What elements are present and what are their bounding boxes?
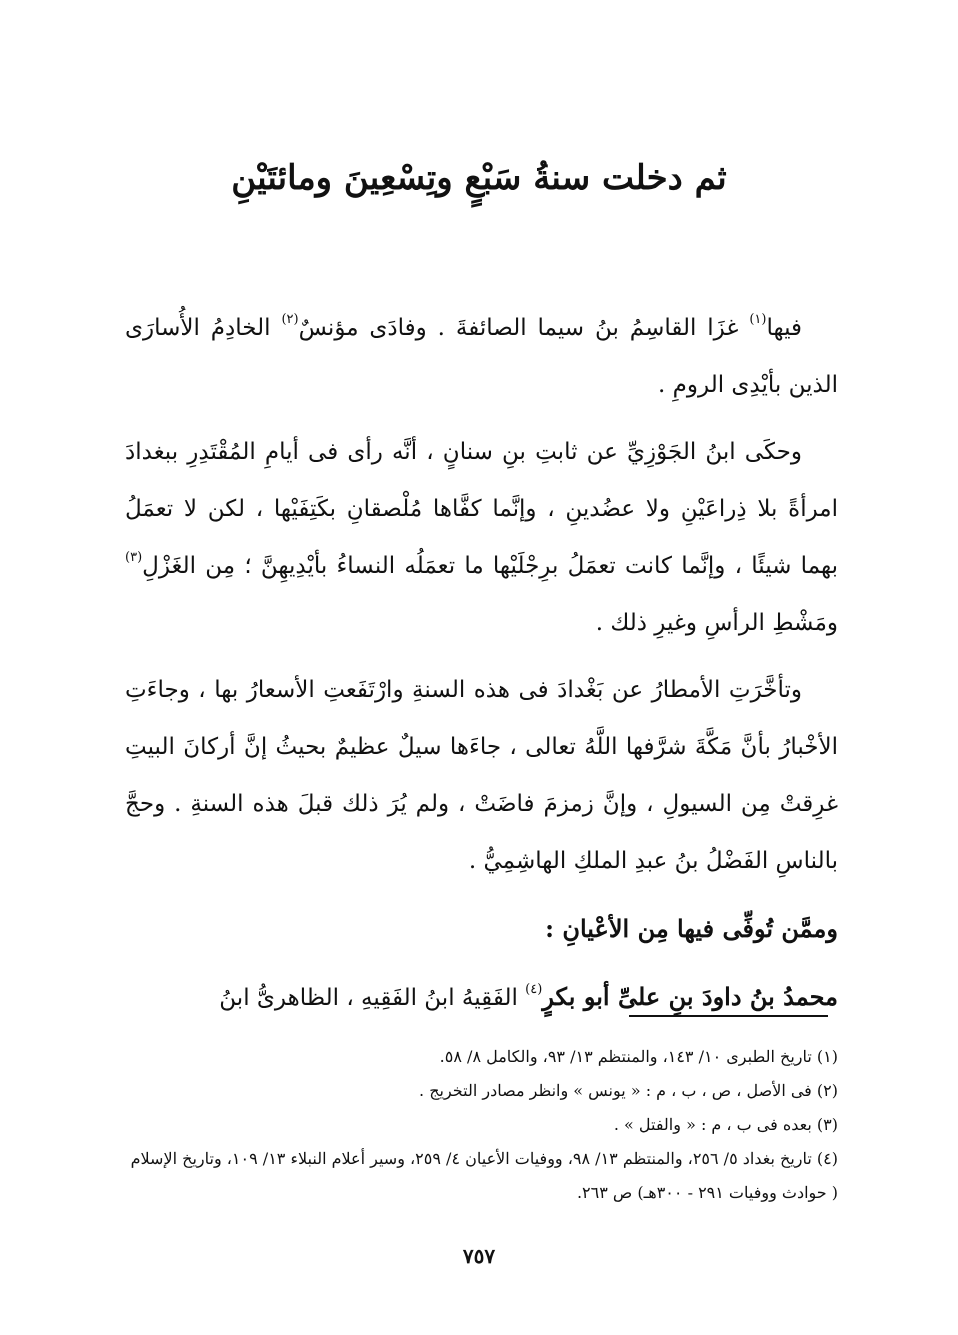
footnote-ref-3: (٣) bbox=[125, 550, 143, 565]
page-title: ثم دخلت سنةُ سَبْعٍ وتِسْعِينَ ومائتَيْنِ bbox=[231, 158, 727, 198]
section-heading: وممَّن تُوفِّى فيها مِن الأعْيانِ : bbox=[545, 914, 838, 943]
footnote-4: (٤) تاريخ بغداد ٥/ ٢٥٦، والمنتظم ١٣/ ٩٨، ووفيات الأعيان ٤/ ٢٥٩، وسير أعلام النبلاء ١٣/ ١٠٩، وتاريخ الإسلام ( حوادث ووفيات ٢٩١ - ٣٠٠هـ) ص ٢٦٣. bbox=[130, 1149, 838, 1202]
paragraph-1-text-c: الخادِمُ الأُسارَى الذين بأيْدِى الرومِ . bbox=[125, 315, 838, 398]
footnote-ref-2: (٢) bbox=[281, 312, 299, 327]
paragraph-1-text-a: فيها bbox=[766, 315, 802, 341]
paragraph-1 bbox=[125, 300, 838, 414]
paragraph-2-text-a: وحكَى ابنُ الجَوْزِيِّ عن ثابتِ بنِ سنانٍ ، أنَّه رأى فى أيامِ المُقْتَدِرِ ببغدادَ امرأةً بلا ذِراعَيْنِ ولا عضُدينِ ، وإنَّما كفَّاها مُلْصقانِ بكَتِفَيْها ، لكن لا تعمَلُ بهما شيئًا ، وإنَّما كانت تعمَلُ برِجْلَيْها ما تعمَلُه النساءُ بأيْدِيهِنَّ ؛ مِن الغَزْلِ bbox=[125, 439, 838, 579]
main-text bbox=[125, 300, 838, 1037]
footnote-separator bbox=[629, 1015, 828, 1017]
paragraph-2 bbox=[125, 424, 838, 652]
person-entry bbox=[125, 968, 838, 1027]
paragraph-1-text-b: غزَا القاسِمُ بنُ سيما الصائفةَ . وفادَى مؤنسٌ bbox=[298, 315, 750, 341]
person-entry-rest: الفَقِيهُ ابنُ الفَقِيهِ ، الظاهرىُّ ابنُ bbox=[219, 985, 526, 1011]
footnote-1: (١) تاريخ الطبرى ١٠/ ١٤٣، والمنتظم ١٣/ ٩٣، والكامل ٨/ ٥٨. bbox=[439, 1047, 838, 1066]
footnote-ref-1: (١) bbox=[749, 312, 767, 327]
footnote-2: (٢) فى الأصل ، ص ، ب ، م : « يونس » وانظر مصادر التخريج . bbox=[419, 1081, 838, 1100]
footnotes bbox=[125, 1040, 838, 1210]
paragraph-3: وتأخَّرَتِ الأمطارُ عن بَغْدادَ فى هذه السنةِ وارْتَفَعتِ الأسعارُ بها ، وجاءَتِ الأخْبارُ بأنَّ مَكَّةَ شرَّفها اللَّهُ تعالى ، جاءَها سيلٌ عظيمٌ بحيثُ إنَّ أركانَ البيتِ غرِقتْ مِن السيولِ ، وإنَّ زمزمَ فاضَتْ ، ولم يُرَ ذلك قبلَ هذه السنةِ . وحجَّ بالناسِ الفَضْلُ بنُ عبدِ الملكِ الهاشِمِيُّ . bbox=[125, 677, 838, 874]
person-name: محمدُ بنُ داودَ بنِ علىِّ أبو بكرٍ bbox=[542, 982, 838, 1011]
footnote-ref-4: (٤) bbox=[525, 982, 543, 997]
paragraph-2-text-b: ومَشْطِ الرأسِ وغيرِ ذلك . bbox=[595, 610, 838, 636]
page-number: ٧٥٧ bbox=[462, 1244, 496, 1268]
footnote-3: (٣) بعده فى ب ، م : « والفتل » . bbox=[613, 1115, 838, 1134]
